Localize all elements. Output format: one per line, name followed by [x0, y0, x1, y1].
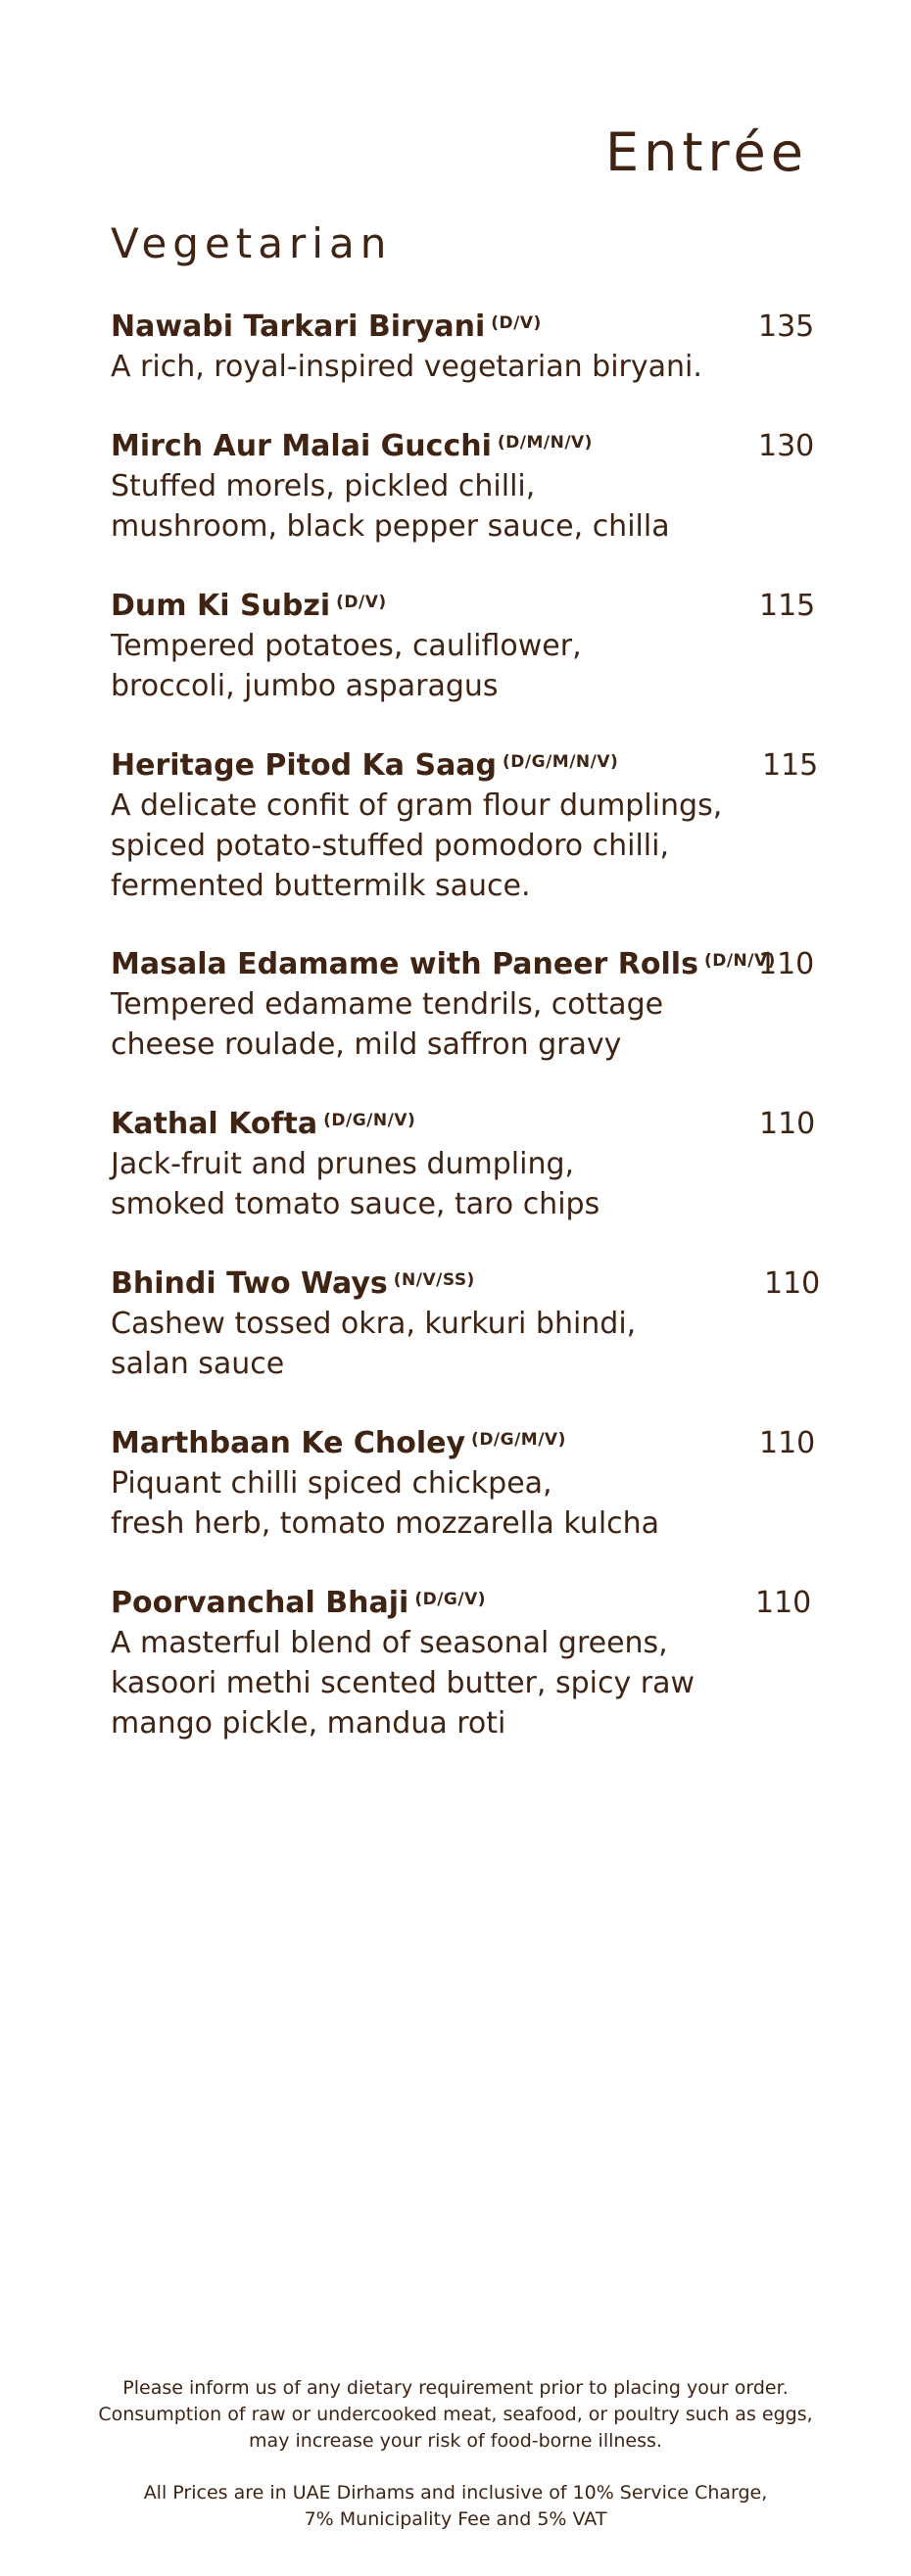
- menu-item-name: Masala Edamame with Paneer Rolls: [111, 947, 698, 981]
- description-line: mango pickle, mandua roti: [111, 1706, 506, 1741]
- menu-item-description: [111, 626, 738, 706]
- menu-item-name-line: [111, 427, 816, 466]
- dietary-tags: (D/V): [491, 313, 542, 333]
- menu-item-description: [111, 1304, 738, 1384]
- dietary-tags: (D/G/N/V): [323, 1111, 416, 1130]
- menu-item-name-line: [111, 945, 816, 984]
- description-line: cheese roulade, mild saffron gravy: [111, 1027, 622, 1062]
- notice-line: Consumption of raw or undercooked meat, seafood, or poultry such as eggs,: [98, 2404, 813, 2425]
- menu-item-price: 115: [762, 748, 819, 783]
- menu-item-price: 135: [758, 310, 815, 344]
- menu-item-price: 110: [758, 947, 815, 981]
- dietary-tags: (D/G/V): [414, 1590, 486, 1609]
- menu-item-description: [111, 786, 738, 906]
- menu-item-name: Dum Ki Subzi: [111, 589, 331, 623]
- description-line: kasoori methi scented butter, spicy raw: [111, 1666, 695, 1700]
- description-line: Cashew tossed okra, kurkuri bhindi,: [111, 1307, 637, 1341]
- menu-item-name: Mirch Aur Malai Gucchi: [111, 429, 492, 463]
- menu-item-name: Kathal Kofta: [111, 1107, 318, 1141]
- menu-item-description: [111, 984, 738, 1065]
- description-line: fermented buttermilk sauce.: [111, 869, 531, 903]
- pricing-notice: [0, 2480, 911, 2533]
- menu-item: [111, 1424, 816, 1544]
- menu-item-price: 110: [755, 1586, 812, 1620]
- menu-item-price: 110: [759, 1426, 816, 1460]
- menu-item: [111, 1584, 816, 1743]
- notice-line: Please inform us of any dietary requirement prior to placing your order.: [122, 2377, 789, 2399]
- description-line: Stuffed morels, pickled chilli,: [111, 469, 536, 503]
- menu-item-name-line: [111, 308, 816, 347]
- menu-item-name: Poorvanchal Bhaji: [111, 1586, 409, 1620]
- description-line: salan sauce: [111, 1347, 285, 1381]
- description-line: broccoli, jumbo asparagus: [111, 669, 499, 703]
- menu-item: [111, 945, 816, 1065]
- description-line: Tempered potatoes, cauliflower,: [111, 629, 582, 663]
- menu-item-name-line: [111, 587, 816, 626]
- menu-item-name: Bhindi Two Ways: [111, 1266, 388, 1301]
- description-line: A rich, royal-inspired vegetarian biryani.: [111, 350, 702, 384]
- dietary-tags: (D/V): [336, 593, 387, 612]
- pricing-line: All Prices are in UAE Dirhams and inclusive of 10% Service Charge,: [143, 2482, 768, 2504]
- page-title: Entrée: [605, 121, 808, 183]
- menu-item-price: 110: [764, 1266, 821, 1301]
- menu-item: [111, 308, 816, 387]
- dietary-tags: (D/G/M/N/V): [503, 752, 619, 772]
- menu-item-name: Marthbaan Ke Choley: [111, 1426, 466, 1460]
- menu-item: [111, 746, 819, 906]
- dietary-tags: (N/V/SS): [393, 1270, 475, 1290]
- menu-item-name: Nawabi Tarkari Biryani: [111, 310, 486, 344]
- menu-item-description: [111, 1623, 738, 1743]
- menu-item: [111, 587, 816, 706]
- menu-item-description: [111, 1463, 738, 1544]
- section-heading: Vegetarian: [111, 219, 393, 267]
- description-line: smoked tomato sauce, taro chips: [111, 1187, 600, 1221]
- dietary-tags: (D/N/V): [703, 951, 776, 971]
- description-line: Piquant chilli spiced chickpea,: [111, 1466, 552, 1501]
- menu-item-price: 115: [759, 589, 816, 623]
- menu-item-name-line: [111, 1424, 816, 1463]
- dietary-notice: [0, 2375, 911, 2455]
- menu-item-description: [111, 466, 738, 547]
- description-line: mushroom, black pepper sauce, chilla: [111, 509, 670, 544]
- menu-item-name-line: [111, 1264, 816, 1304]
- description-line: spiced potato-stuffed pomodoro chilli,: [111, 829, 670, 863]
- notice-line: may increase your risk of food-borne illness.: [249, 2430, 662, 2452]
- description-line: A delicate confit of gram flour dumplings,: [111, 788, 723, 823]
- menu-item: [111, 427, 816, 547]
- menu-item-price: 130: [758, 429, 815, 463]
- pricing-line: 7% Municipality Fee and 5% VAT: [304, 2508, 607, 2530]
- menu-item-price: 110: [759, 1107, 816, 1141]
- dietary-tags: (D/G/M/V): [471, 1430, 566, 1450]
- menu-item-description: [111, 1144, 738, 1224]
- menu-item-name-line: [111, 1105, 816, 1144]
- menu-item: [111, 1264, 821, 1384]
- menu-item-name-line: [111, 746, 819, 786]
- description-line: Jack-fruit and prunes dumpling,: [111, 1147, 575, 1181]
- menu-item-name-line: [111, 1584, 816, 1623]
- dietary-tags: (D/M/N/V): [497, 433, 593, 453]
- menu-item-description: [111, 347, 738, 387]
- description-line: Tempered edamame tendrils, cottage: [111, 987, 664, 1022]
- menu-item: [111, 1105, 816, 1224]
- description-line: A masterful blend of seasonal greens,: [111, 1626, 668, 1660]
- menu-item-name: Heritage Pitod Ka Saag: [111, 748, 498, 783]
- description-line: fresh herb, tomato mozzarella kulcha: [111, 1506, 660, 1541]
